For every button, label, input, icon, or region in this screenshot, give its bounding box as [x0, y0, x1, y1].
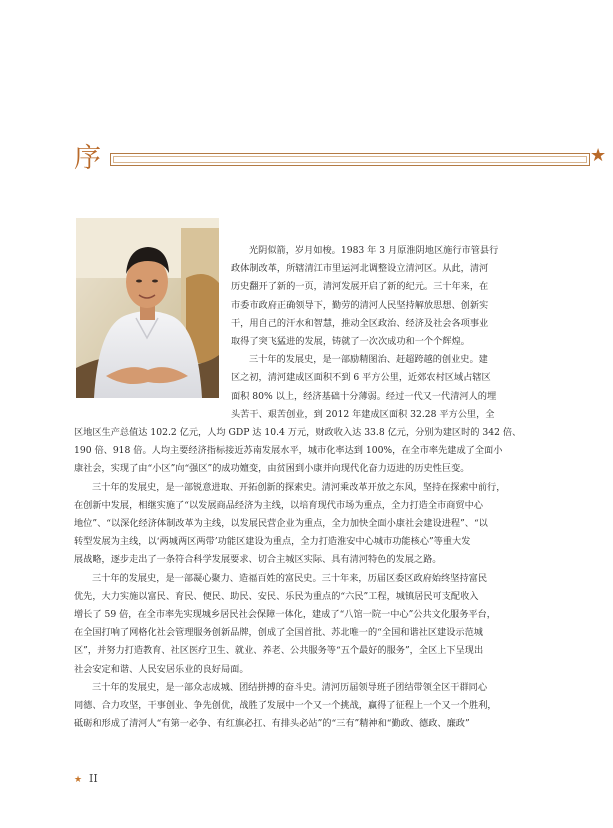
- text-line: 康社会，实现了由“小区”向“强区”的成功嬗变，由贫困到小康并向现代化奋力迈进的历史性巨变。: [74, 463, 470, 475]
- text-line: 政体制改革，所辖清江市里运河北调整设立清河区。从此，清河: [231, 263, 489, 275]
- text-line: 干，用自己的汗水和智慧，推动全区政治、经济及社会各项事业: [231, 317, 489, 329]
- text-line: 面积 80% 以上，经济基础十分薄弱。经过一代又一代清河人的埋: [231, 390, 497, 402]
- text-line: 190 倍、918 倍。人均主要经济指标接近苏南发展水平，城市化率达到 100%，在全市率先建成了全面小: [74, 445, 503, 457]
- portrait-photo: [76, 218, 219, 398]
- text-line: 同德、合力攻坚，干事创业、争先创优，战胜了发展中一个又一个挑战，赢得了征程上一个又一个胜利，: [74, 700, 497, 712]
- text-line: 转型发展为主线，以‘两城两区两带’功能区建设为重点，全力打造淮安中心城市功能核心”等重大发: [74, 536, 471, 548]
- text-line: 地位”、“以深化经济体制改革为主线，以发展民营企业为重点，全力加快全面小康社会建设进程”、“以: [74, 518, 488, 530]
- text-line: 优先，大力实施以富民、育民、便民、助民、安民、乐民为重点的“六民”工程，城镇居民可支配收入: [74, 590, 479, 602]
- text-line: 三十年的发展史，是一部凝心聚力、造福百姓的富民史。三十年来，历届区委区政府始终坚持富民: [92, 572, 488, 584]
- preface-body-text: [74, 424, 534, 733]
- text-line: 头苦干、艰苦创业，到 2012 年建成区面积 32.28 平方公里，全: [231, 408, 495, 420]
- text-line: 区”，并努力打造教育、社区医疗卫生、就业、养老、公共服务等“五个最好的服务”，全区上下呈现出: [74, 645, 484, 657]
- star-icon: ★: [74, 775, 83, 785]
- preface-intro-text: [231, 242, 533, 424]
- text-line: 历史翻开了新的一页，清河发展开启了新的纪元。三十年来，在: [231, 281, 489, 293]
- text-line: 光阴似箭，岁月如梭。1983 年 3 月原淮阴地区施行市管县行: [249, 245, 499, 256]
- text-line: 三十年的发展史，是一部众志成城、团结拼搏的奋斗史。清河历届领导班子团结带领全区干群同心: [92, 681, 488, 693]
- heading-decorative-bar: [110, 153, 590, 166]
- text-line: 在创新中发展，相继实施了“以发展商品经济为主线，以培育现代市场为重点，全力打造全市商贸中心: [74, 499, 483, 511]
- text-line: 三十年的发展史，是一部锐意进取、开拓创新的探索史。清河乘改革开放之东风，坚持在探索中前行，: [92, 481, 506, 493]
- heading-title: 序: [74, 143, 101, 174]
- text-line: 增长了 59 倍，在全市率先实现城乡居民社会保障一体化，建成了“八馆一院一中心”公共文化服务平台，: [74, 609, 496, 621]
- text-line: 区地区生产总值达 102.2 亿元，人均 GDP 达 10.4 万元，财政收入达 33.8 亿元，分别为建区时的 342 倍、: [74, 427, 522, 438]
- text-line: 展战略，逐步走出了一条符合科学发展要求、切合主城区实际、具有清河特色的发展之路。: [74, 554, 442, 566]
- text-line: 社会安定和谐、人民安居乐业的良好局面。: [74, 663, 249, 675]
- text-line: 市委市政府正确领导下，勤劳的清河人民坚持解放思想、创新实: [231, 299, 489, 311]
- page-number: II: [89, 772, 98, 785]
- text-line: 砥砺和形成了清河人“有第一必争、有红旗必扛、有排头必站”的“三有”精神和“勤政、德政、廉政”: [74, 718, 470, 730]
- text-line: 三十年的发展史，是一部励精图治、赶超跨越的创业史。建: [249, 354, 488, 366]
- star-icon: ★: [590, 145, 607, 166]
- section-heading: [74, 142, 607, 178]
- text-line: 取得了突飞猛进的发展，铸就了一次次成功和一个个辉煌。: [231, 336, 470, 348]
- text-line: 在全国打响了网格化社会管理服务创新品牌，创成了全国首批、苏北唯一的“全国和谐社区建设示范城: [74, 627, 483, 639]
- text-line: 区之初，清河建成区面积不到 6 平方公里，近郊农村区域占辖区: [231, 372, 491, 384]
